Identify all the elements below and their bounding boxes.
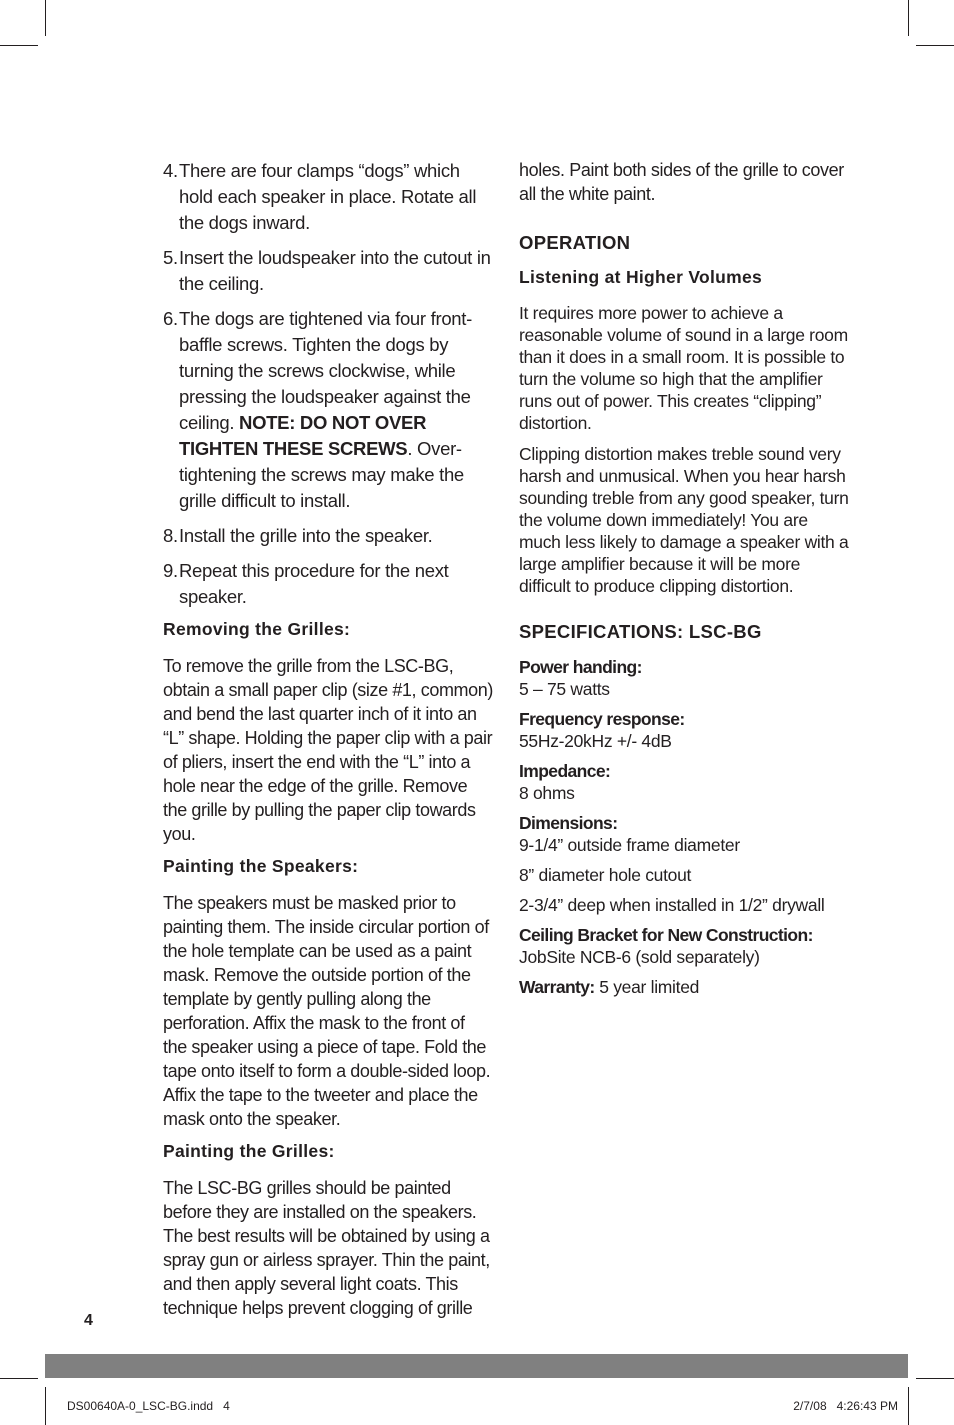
slug-datetime: 2/7/08 4:26:43 PM <box>793 1399 898 1413</box>
painting-speakers-text: The speakers must be masked prior to painting them. The inside circular portion of the hole template can be used as a paint mask. Remove the outside portion of the template by gently pulling along the perforation. Affix the mask to the front of the speaker using a piece of tape. Fold the tape onto itself to form a double-sided loop. Affix the tape to the tweeter and place the mask onto the speaker. <box>163 893 491 1129</box>
operation-heading: OPERATION <box>519 232 631 253</box>
crop-mark-bottom-left-horizontal <box>0 1378 38 1379</box>
step-text: Repeat this procedure for the next speaker. <box>179 560 449 607</box>
step-8 <box>163 523 493 549</box>
left-column <box>163 158 493 1330</box>
spec-power-handling <box>519 656 849 700</box>
spec-value: 8 ohms <box>519 783 575 803</box>
step-text: The dogs are tightened via four front-baffle screws. Tighten the dogs by turning the screws clockwise, while pressing the loudspeaker against the ceiling. <box>179 308 473 433</box>
step-number: 5. <box>163 247 178 268</box>
spec-value: JobSite NCB-6 (sold separately) <box>519 947 760 967</box>
spec-label: Dimensions: <box>519 813 618 833</box>
spec-value: 8” diameter hole cutout <box>519 865 692 885</box>
painting-speakers-heading: Painting the Speakers: <box>163 856 359 876</box>
step-9 <box>163 558 493 610</box>
step-6 <box>163 306 493 514</box>
crop-mark-bottom-right-horizontal <box>916 1378 954 1379</box>
painting-grilles-text: The LSC-BG grilles should be painted before they are installed on the speakers. The best results will be obtained by using a spray gun or airless sprayer. Thin the paint, and then apply several light coats. This technique helps prevent clogging of grille <box>163 1178 490 1318</box>
higher-volumes-heading: Listening at Higher Volumes <box>519 267 763 287</box>
step-note: NOTE: DO NOT OVER TIGHTEN THESE SCREWS <box>179 412 427 459</box>
spec-value: 5 year limited <box>594 977 700 997</box>
footer-bar <box>45 1354 908 1378</box>
specifications-heading: SPECIFICATIONS: LSC-BG <box>519 621 762 642</box>
spec-label: Ceiling Bracket for New Construction: <box>519 925 813 945</box>
spec-label: Impedance: <box>519 761 611 781</box>
crop-mark-bottom-left-vertical <box>45 1387 46 1425</box>
spec-frequency-response <box>519 708 849 752</box>
higher-volumes-paragraph-1: It requires more power to achieve a reasonable volume of sound in a large room than it does in a small room. It is possible to turn the volume so high that the amplifier runs out of power. This creates “clipping” distortion. <box>519 303 848 433</box>
painting-grilles-continued: holes. Paint both sides of the grille to cover all the white paint. <box>519 160 844 204</box>
spec-value: 2-3/4” deep when installed in 1/2” drywall <box>519 895 825 915</box>
spec-dimensions-cutout <box>519 864 849 886</box>
painting-grilles-heading: Painting the Grilles: <box>163 1141 335 1161</box>
slug-filename: DS00640A-0_LSC-BG.indd 4 <box>67 1399 230 1413</box>
spec-value: 55Hz-20kHz +/- 4dB <box>519 731 672 751</box>
crop-mark-top-left-vertical <box>45 0 46 36</box>
crop-mark-top-right-horizontal <box>916 45 954 46</box>
removing-grilles-text: To remove the grille from the LSC-BG, obtain a small paper clip (size #1, common) and bend the last quarter inch of it into an “L” shape. Holding the paper clip with a pair of pliers, insert the end with the “L” into a hole near the edge of the grille. Remove the grille by pulling the paper clip towards you. <box>163 656 493 844</box>
step-number: 4. <box>163 160 178 181</box>
spec-warranty <box>519 976 849 998</box>
step-number: 8. <box>163 525 178 546</box>
right-column <box>519 158 849 1006</box>
step-number: 6. <box>163 308 178 329</box>
step-text-continued: . Over-tightening the screws may make the grille difficult to install. <box>179 438 464 511</box>
step-4 <box>163 158 493 236</box>
spec-value: 9-1/4” outside frame diameter <box>519 835 740 855</box>
spec-dimensions-depth <box>519 894 849 916</box>
spec-label: Warranty: <box>519 977 595 997</box>
step-text: Install the grille into the speaker. <box>179 525 433 546</box>
spec-dimensions <box>519 812 849 856</box>
spec-value: 5 – 75 watts <box>519 679 610 699</box>
spec-label: Frequency response: <box>519 709 685 729</box>
crop-mark-top-right-vertical <box>908 0 909 36</box>
step-5 <box>163 245 493 297</box>
spec-ceiling-bracket <box>519 924 849 968</box>
step-text: Insert the loudspeaker into the cutout in the ceiling. <box>179 247 491 294</box>
removing-grilles-heading: Removing the Grilles: <box>163 619 351 639</box>
spec-impedance <box>519 760 849 804</box>
spec-label: Power handing: <box>519 657 642 677</box>
step-number: 9. <box>163 560 178 581</box>
higher-volumes-paragraph-2: Clipping distortion makes treble sound very harsh and unmusical. When you hear harsh sounding treble from any good speaker, turn the volume down immediately! You are much less likely to damage a speaker with a large amplifier because it will be more difficult to produce clipping distortion. <box>519 444 849 596</box>
step-text: There are four clamps “dogs” which hold each speaker in place. Rotate all the dogs inward. <box>179 160 477 233</box>
page-number: 4 <box>84 1312 93 1329</box>
crop-mark-bottom-right-vertical <box>908 1387 909 1425</box>
crop-mark-top-left-horizontal <box>0 45 38 46</box>
